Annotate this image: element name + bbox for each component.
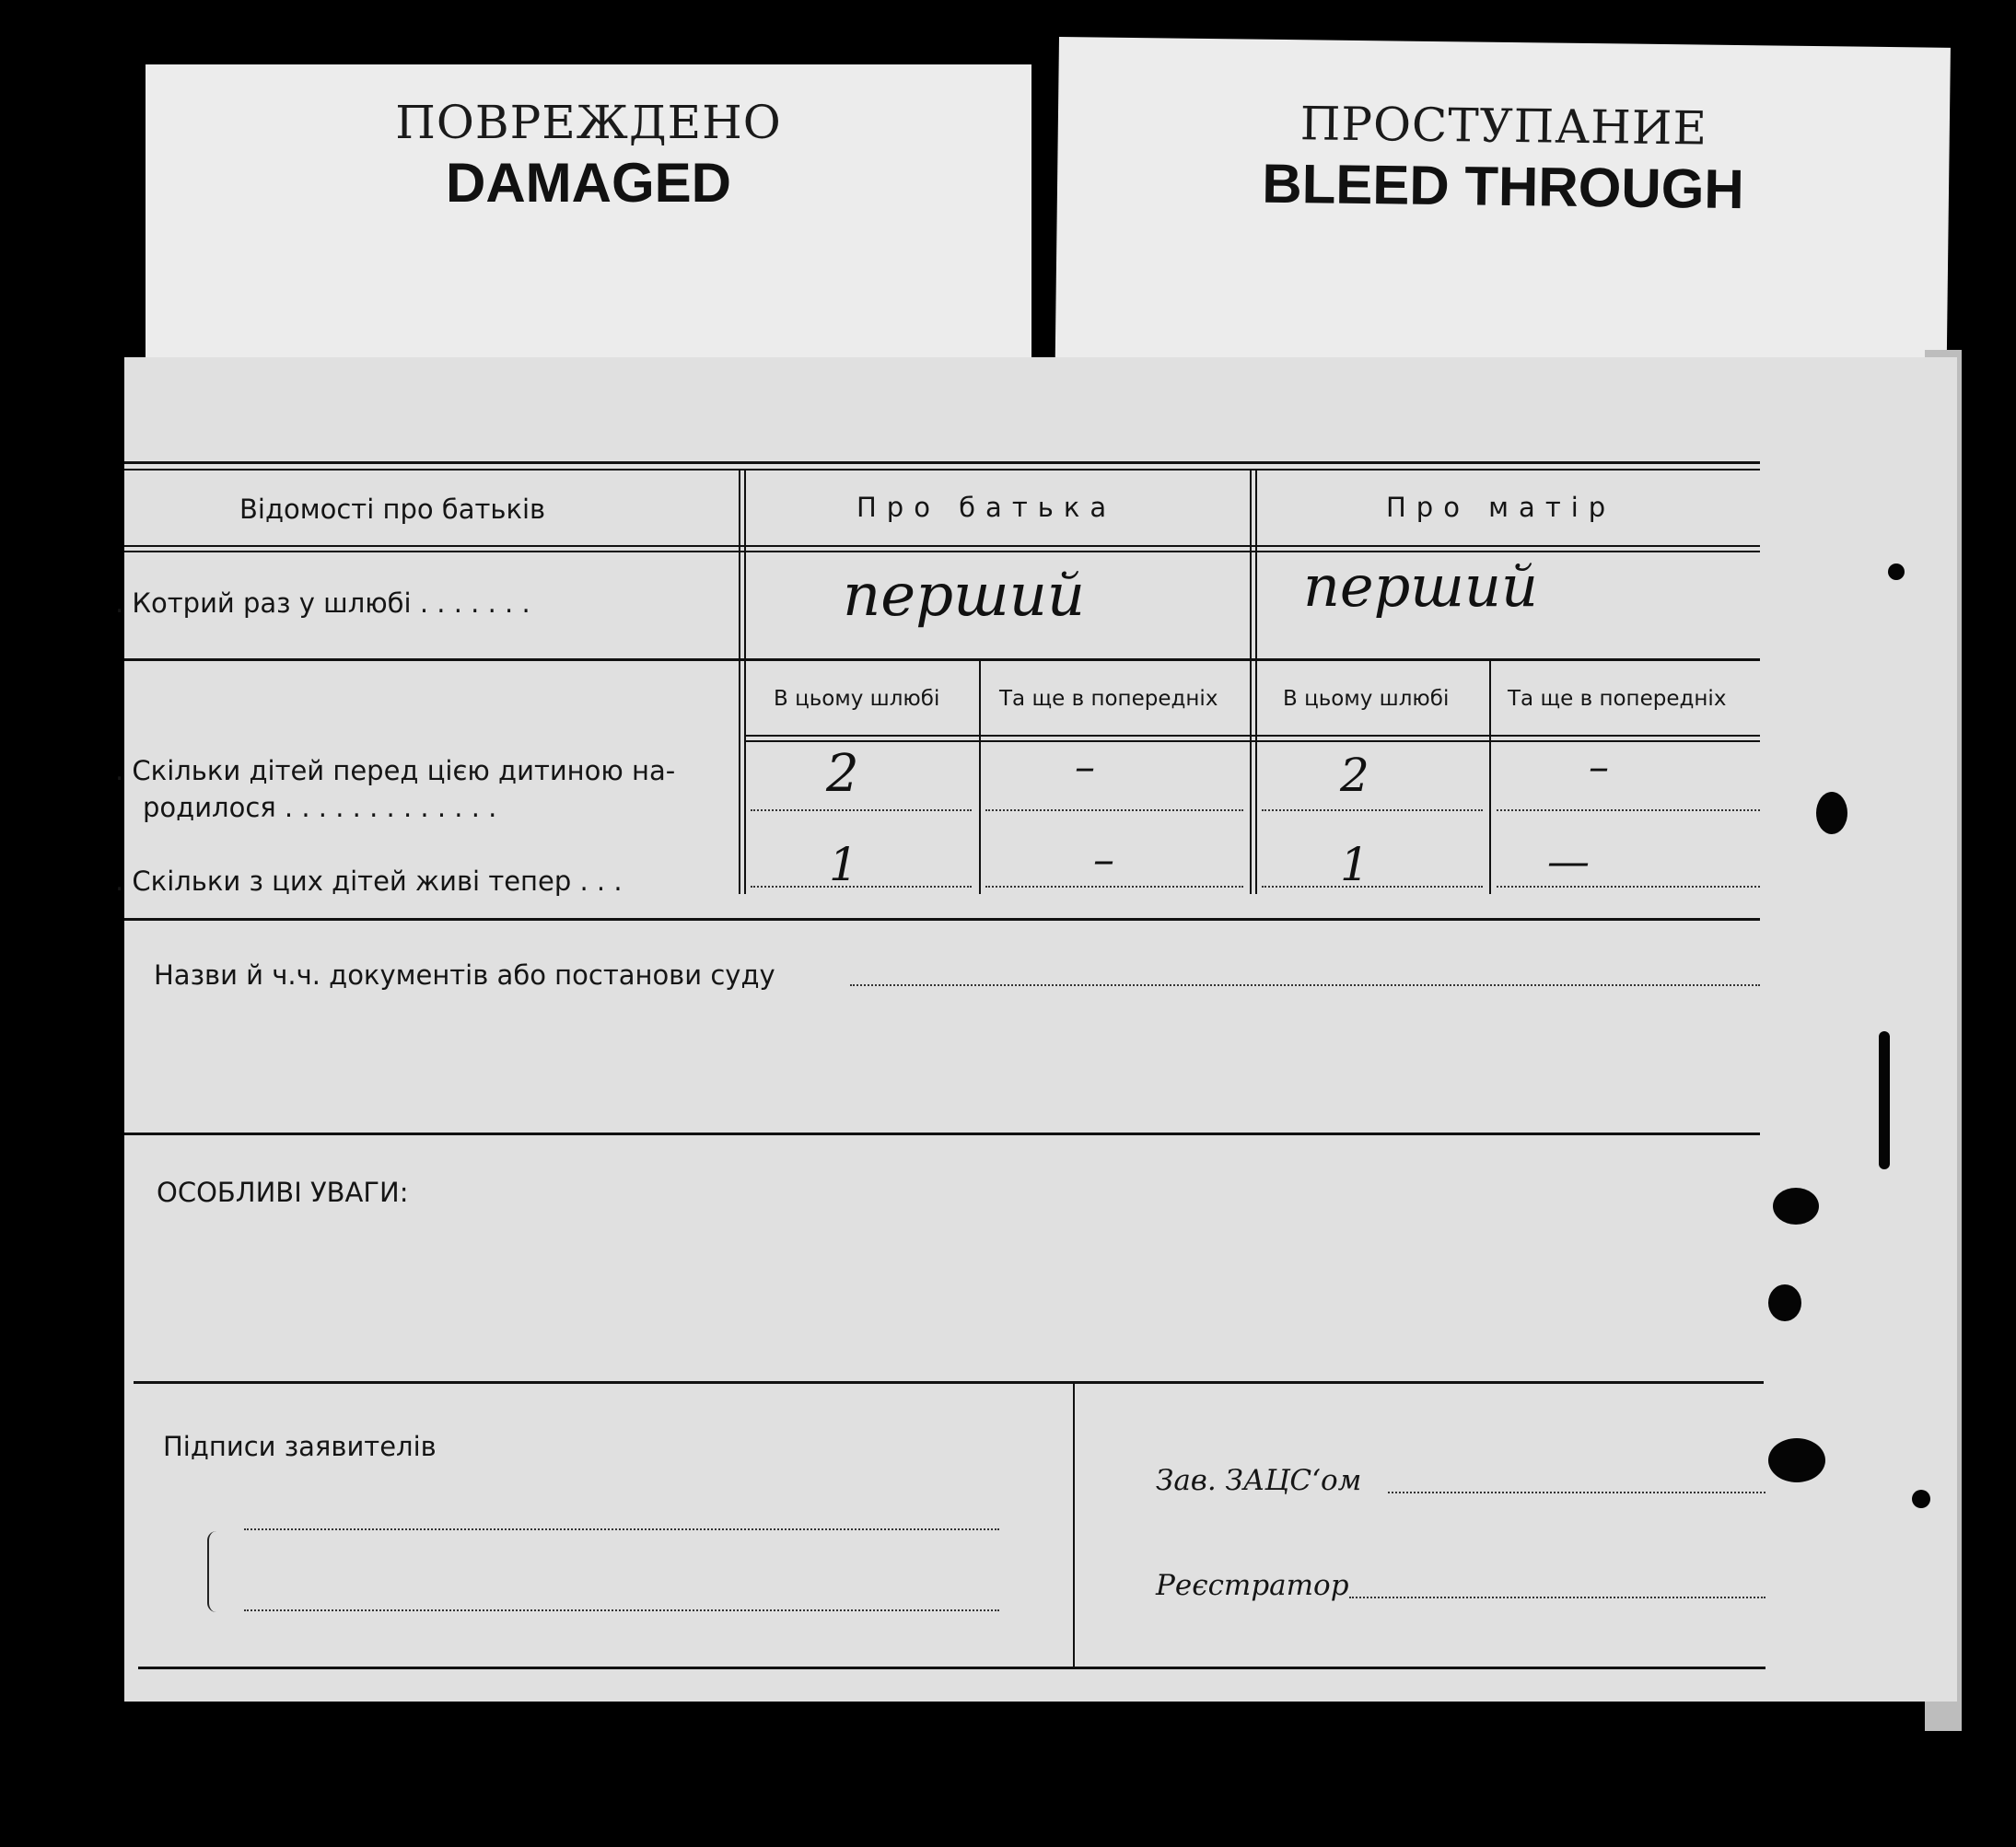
table-bottom-rule bbox=[124, 918, 1760, 921]
column-divider bbox=[1255, 470, 1257, 894]
sub-column-divider bbox=[1489, 661, 1491, 894]
signature-line bbox=[244, 1609, 999, 1611]
mother-children-alive-this: 1 bbox=[1340, 838, 1369, 891]
dotted-line bbox=[1497, 809, 1760, 811]
mother-children-born-this: 2 bbox=[1340, 749, 1369, 802]
column-divider bbox=[739, 470, 740, 894]
column-divider bbox=[744, 470, 746, 894]
bleed-through-label-ru: ПРОСТУПАНИЕ bbox=[1299, 97, 1708, 156]
documents-label: Назви й ч.ч. документів або постанови суду bbox=[154, 959, 775, 991]
dotted-line bbox=[751, 886, 972, 888]
damaged-tag bbox=[146, 64, 1031, 368]
marriage-count-label: . Котрий раз у шлюбі . . . . . . . bbox=[115, 587, 530, 619]
dotted-line bbox=[985, 886, 1243, 888]
damage-hole bbox=[1773, 1188, 1819, 1225]
father-children-alive-previous: – bbox=[1093, 834, 1114, 884]
registration-form-card bbox=[115, 357, 1957, 1702]
damaged-label-en: DAMAGED bbox=[446, 152, 731, 214]
signature-line bbox=[244, 1528, 999, 1530]
dotted-line bbox=[751, 809, 972, 811]
dotted-line bbox=[985, 809, 1243, 811]
damage-hole bbox=[1816, 792, 1847, 834]
children-alive-label: . Скільки з цих дітей живі тепер . . . bbox=[115, 865, 623, 897]
father-this-marriage-header: В цьому шлюбі bbox=[774, 687, 940, 711]
zags-head-signature-line bbox=[1388, 1492, 1765, 1493]
children-born-label-line1: . Скільки дітей перед цією дитиною на- bbox=[115, 755, 676, 786]
subheader-rule bbox=[746, 740, 1760, 742]
father-previous-header: Та ще в попередніх bbox=[999, 687, 1218, 711]
mother-previous-header: Та ще в попередніх bbox=[1508, 687, 1727, 711]
registrar-signature-line bbox=[1349, 1597, 1765, 1598]
signature-divider bbox=[1073, 1383, 1075, 1667]
top-rule-thin bbox=[124, 469, 1760, 470]
mother-this-marriage-header: В цьому шлюбі bbox=[1283, 687, 1450, 711]
top-rule bbox=[124, 461, 1760, 464]
damage-crack bbox=[1879, 1031, 1890, 1169]
children-born-label-line2: родилося . . . . . . . . . . . . . bbox=[143, 792, 497, 823]
father-children-born-previous: – bbox=[1075, 744, 1095, 791]
applicants-signatures-label: Підписи заявителів bbox=[163, 1431, 437, 1462]
father-children-alive-this: 1 bbox=[829, 838, 858, 891]
dotted-line bbox=[1262, 886, 1483, 888]
mother-children-alive-previous: — bbox=[1547, 836, 1590, 886]
damage-hole bbox=[1768, 1438, 1825, 1482]
zags-head-label: Зав. ЗАЦС‘ом bbox=[1156, 1464, 1362, 1497]
damage-hole bbox=[1888, 563, 1905, 580]
father-header: Про батька bbox=[857, 492, 1117, 523]
bleed-through-tag bbox=[1055, 37, 1951, 370]
mother-children-born-previous: – bbox=[1589, 744, 1609, 791]
parents-info-header: Відомості про батьків bbox=[239, 494, 546, 525]
documents-dotted-line bbox=[850, 984, 1760, 986]
bottom-rule bbox=[138, 1667, 1765, 1669]
header-rule bbox=[124, 545, 1760, 547]
bleed-through-label-en: BLEED THROUGH bbox=[1261, 152, 1745, 221]
mother-header: Про матір bbox=[1386, 492, 1616, 523]
signature-bracket bbox=[207, 1531, 218, 1612]
sub-column-divider bbox=[979, 661, 981, 894]
mother-marriage-value: перший bbox=[1303, 552, 1538, 620]
column-divider bbox=[1250, 470, 1252, 894]
damaged-label-ru: ПОВРЕЖДЕНО bbox=[395, 96, 782, 149]
notes-rule bbox=[134, 1381, 1764, 1384]
dotted-line bbox=[1262, 809, 1483, 811]
dotted-line bbox=[1497, 886, 1760, 888]
special-notes-label: ОСОБЛИВІ УВАГИ: bbox=[157, 1177, 409, 1208]
father-marriage-value: перший bbox=[843, 562, 1086, 630]
damage-hole bbox=[1768, 1284, 1801, 1321]
registrar-label: Реєстратор bbox=[1156, 1569, 1349, 1602]
damage-hole bbox=[1912, 1490, 1930, 1508]
marriage-row-rule bbox=[124, 658, 1760, 661]
subheader-rule bbox=[746, 735, 1760, 737]
documents-rule bbox=[124, 1133, 1760, 1135]
father-children-born-this: 2 bbox=[826, 744, 859, 804]
